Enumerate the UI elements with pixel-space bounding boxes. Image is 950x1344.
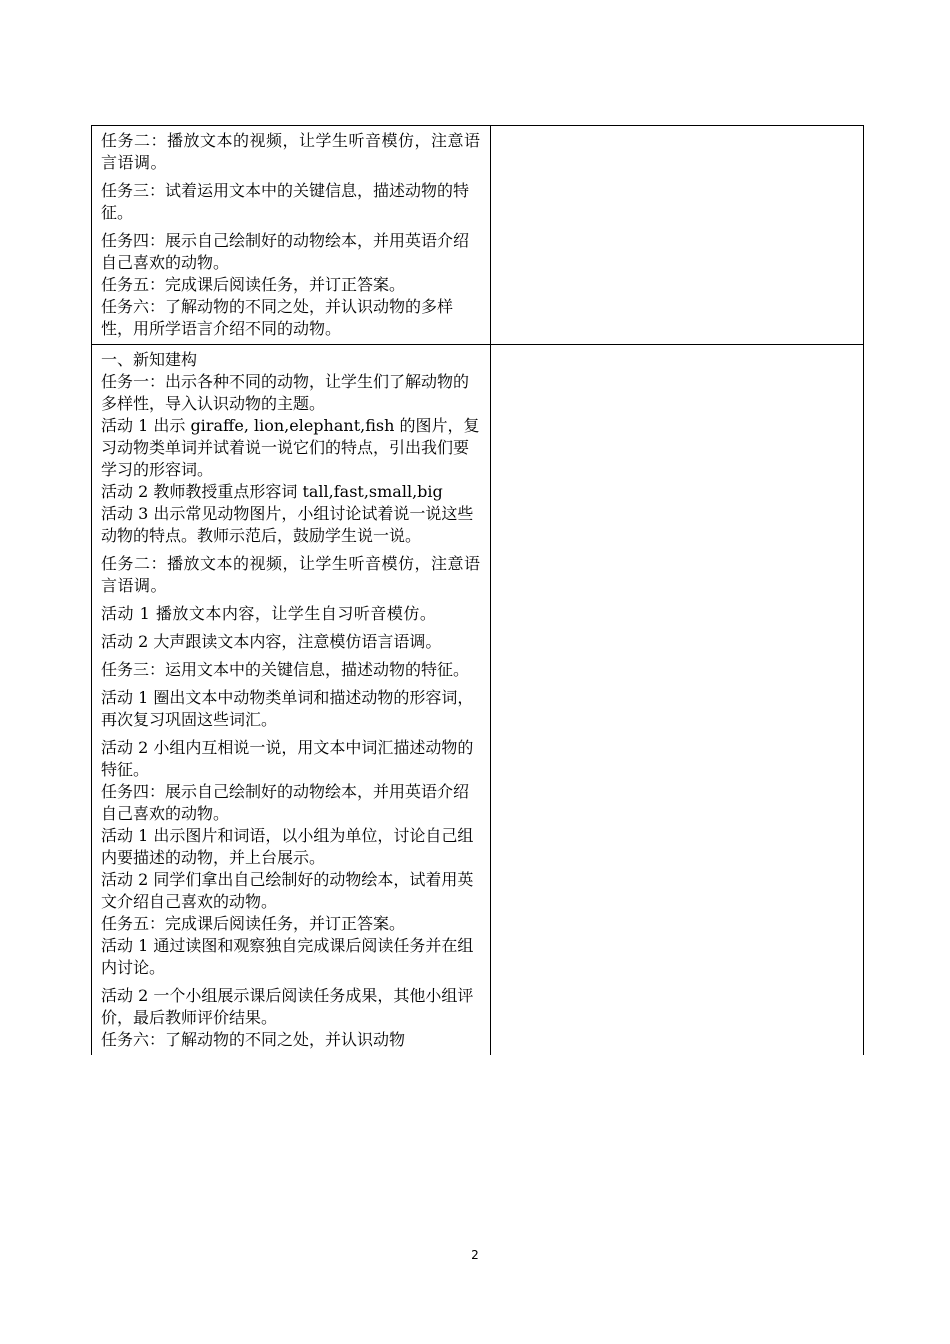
page-number: 2	[471, 1248, 479, 1262]
task-text: 任务一：出示各种不同的动物，让学生们了解动物的多样性，导入认识动物的主题。	[101, 372, 470, 413]
activity-text: 活动 2 小组内互相说一说，用文本中词汇描述动物的特征。	[101, 738, 474, 779]
activity-text: 活动 1 通过读图和观察独自完成课后阅读任务并在组内讨论。	[101, 936, 474, 977]
section-heading: 一、新知建构	[101, 350, 198, 369]
task-text: 任务四：展示自己绘制好的动物绘本，并用英语介绍自己喜欢的动物。	[101, 782, 470, 823]
task-text: 任务五：完成课后阅读任务，并订正答案。	[101, 275, 406, 294]
row2-right-text	[491, 345, 863, 353]
task-text: 任务四：展示自己绘制好的动物绘本，并用英语介绍自己喜欢的动物。	[101, 231, 470, 272]
task-text: 任务五：完成课后阅读任务，并订正答案。	[101, 914, 406, 933]
task-text: 任务三：试着运用文本中的关键信息，描述动物的特征。	[101, 181, 470, 222]
activity-text: 活动 2 一个小组展示课后阅读任务成果，其他小组评价，最后教师评价结果。	[101, 986, 474, 1027]
table-row	[92, 345, 864, 1056]
task-text: 任务三：运用文本中的关键信息，描述动物的特征。	[101, 660, 470, 679]
task-text: 任务六：了解动物的不同之处，并认识动物	[101, 1030, 406, 1049]
lesson-plan-table	[91, 125, 864, 1055]
activity-text: 活动 1 出示图片和词语，以小组为单位，讨论自己组内要描述的动物，并上台展示。	[101, 826, 474, 867]
task-text: 任务六：了解动物的不同之处，并认识动物的多样性，用所学语言介绍不同的动物。	[101, 297, 454, 338]
row2-left-cell	[92, 345, 491, 1056]
row1-right-cell	[491, 126, 864, 345]
task-text: 任务二：播放文本的视频，让学生听音模仿，注意语言语调。	[101, 554, 481, 595]
activity-text: 活动 2 大声跟读文本内容，注意模仿语言语调。	[101, 632, 442, 651]
task-text: 任务二：播放文本的视频，让学生听音模仿，注意语言语调。	[101, 131, 481, 172]
row1-right-text	[491, 126, 863, 134]
activity-text: 活动 1 圈出文本中动物类单词和描述动物的形容词，再次复习巩固这些词汇。	[101, 688, 474, 729]
activity-text: 活动 3 出示常见动物图片，小组讨论试着说一说这些动物的特点。教师示范后，鼓励学生说一说。	[101, 504, 474, 545]
row2-right-cell	[491, 345, 864, 1056]
activity-text: 活动 1 播放文本内容，让学生自习听音模仿。	[101, 604, 437, 623]
activity-text: 活动 2 教师教授重点形容词 tall,fast,small,big	[101, 482, 443, 501]
activity-text: 活动 2 同学们拿出自己绘制好的动物绘本，试着用英文介绍自己喜欢的动物。	[101, 870, 474, 911]
table-row	[92, 126, 864, 345]
row1-left-cell	[92, 126, 491, 345]
activity-text: 活动 1 出示 giraffe, lion,elephant,fish 的图片，复习动物类单词并试着说一说它们的特点，引出我们要学习的形容词。	[101, 416, 480, 479]
